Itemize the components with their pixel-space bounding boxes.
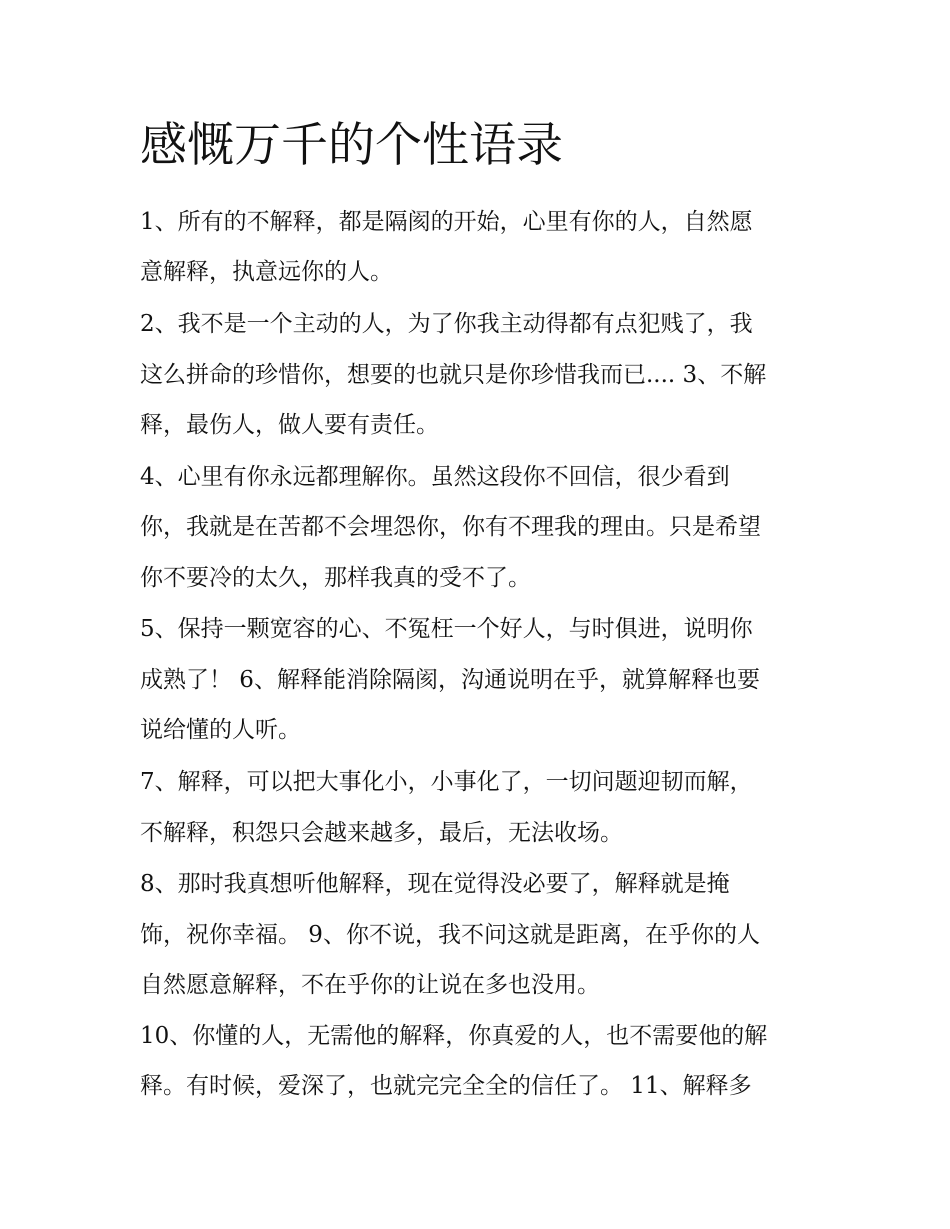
text-line: 成熟了！ 6、解释能消除隔阂，沟通说明在乎，就算解释也要 — [140, 667, 760, 693]
text-line: 7、解释，可以把大事化小，小事化了，一切问题迎韧而解， — [140, 769, 753, 795]
text-line: 5、保持一颗宽容的心、不冤枉一个好人，与时俱进，说明你 — [140, 616, 753, 642]
text-line: 意解释，执意远你的人。 — [140, 259, 393, 285]
page-title: 感慨万千的个性语录 — [140, 118, 563, 173]
text-line: 你，我就是在苦都不会埋怨你，你有不理我的理由。只是希望 — [140, 514, 761, 540]
text-line: 10、你懂的人，无需他的解释，你真爱的人，也不需要他的解 — [140, 1023, 768, 1049]
text-line: 释，最伤人，做人要有责任。 — [140, 412, 439, 438]
text-line: 自然愿意解释，不在乎你的让说在多也没用。 — [140, 972, 600, 998]
text-line: 8、那时我真想听他解释，现在觉得没必要了，解释就是掩 — [140, 871, 730, 897]
text-line: 释。有时候，爱深了，也就完完全全的信任了。 11、解释多 — [140, 1073, 752, 1099]
text-line: 2、我不是一个主动的人，为了你我主动得都有点犯贱了，我 — [140, 311, 753, 337]
text-line: 说给懂的人听。 — [140, 717, 301, 743]
text-line: 1、所有的不解释，都是隔阂的开始，心里有你的人，自然愿 — [140, 209, 753, 235]
text-line: 饰，祝你幸福。 9、你不说，我不问这就是距离，在乎你的人 — [140, 922, 760, 948]
text-line: 这么拼命的珍惜你，想要的也就只是你珍惜我而已.... 3、不解 — [140, 362, 767, 388]
text-line: 不解释，积怨只会越来越多，最后，无法收场。 — [140, 820, 623, 846]
text-line: 你不要冷的太久，那样我真的受不了。 — [140, 565, 531, 591]
text-line: 4、心里有你永远都理解你。虽然这段你不回信，很少看到 — [140, 464, 730, 490]
